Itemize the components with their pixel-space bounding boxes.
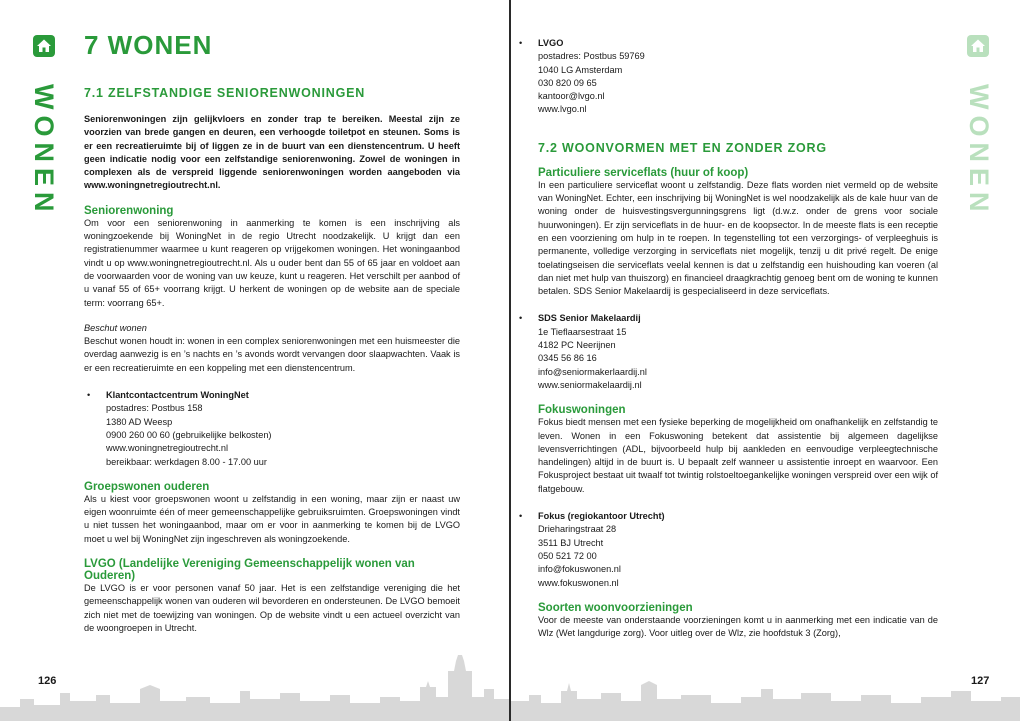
left-content (84, 86, 460, 635)
chapter-title: 7 WONEN (84, 30, 213, 60)
contact-line: 0345 56 86 16 (538, 353, 597, 364)
contact-line: Drieharingstraat 28 (538, 524, 617, 535)
subheading-beschut-wonen: Beschut wonen (84, 322, 147, 333)
right-content (519, 37, 938, 640)
contact-block-lvgo (516, 37, 938, 117)
side-title: WONEN (964, 84, 994, 218)
paragraph-fokus: Fokus biedt mensen met een fysieke beperking de mogelijkheid om onafhankelijk en zelfstandig te leven. Wonen in een Fokuswoning betekent dat assistentie bij algemeen dagelijkse levensverrichtingen (ADL, bijvoorbeeld hulp bij aankleden en eenvoudige verpleegtechnische handelingen) altijd in de buurt is. U bepaalt zelf wanneer u assistentie inroept en waarvoor. Een Fokusproject bestaat uit twaalf tot twintig rolstoeltoegankelijke woningen verspreid over een wijk of flatgebouw. (538, 417, 938, 494)
contact-line: info@seniormakerlaardij.nl (538, 366, 647, 377)
home-icon (33, 35, 55, 57)
contact-line: www.fokuswonen.nl (538, 577, 619, 588)
contact-line: www.lvgo.nl (538, 104, 587, 115)
contact-name: SDS Senior Makelaardij (538, 313, 641, 324)
paragraph-groepswonen: Als u kiest voor groepswonen woont u zelfstandig in een woning, maar zijn er naast uw eigen woonruimte één of meer gemeenschappelijke gebruiksruimten. Groepswoningen vindt u niet tussen het woningaanbod, maar om er voor in aanmerking te komen bij de LVGO moet u wel bij WoningNet zijn ingeschreven als woningzoekende. (84, 493, 460, 544)
heading-seniorenwoning: Seniorenwoning (84, 204, 174, 217)
contact-line: 1380 AD Weesp (106, 416, 173, 427)
contact-line: www.seniormakelaardij.nl (538, 379, 642, 390)
city-skyline-left (0, 641, 510, 721)
contact-block-fokus (516, 510, 938, 590)
home-icon (967, 35, 989, 57)
city-skyline-right (511, 641, 1020, 721)
paragraph-lvgo: De LVGO is er voor personen vanaf 50 jaar. Het is een zelfstandige vereniging die het gemeenschappelijk wonen van ouderen wil bevorderen en ondersteunen. De LVGO bemoeit zich niet met de toewijzing van woningen. Op de website vindt u een actueel overzicht van de woongroepen in Utrecht. (84, 583, 460, 633)
bullet-icon: • (519, 511, 523, 522)
contact-line: kantoor@lvgo.nl (538, 91, 605, 102)
contact-line: postadres: Postbus 59769 (538, 51, 645, 62)
contact-line: bereikbaar: werkdagen 8.00 - 17.00 uur (106, 456, 267, 467)
bullet-icon: • (519, 38, 523, 48)
contact-line: www.woningnetregioutrecht.nl (106, 443, 229, 454)
contact-line: 1e Tieflaarsestraat 15 (538, 326, 627, 337)
paragraph-seniorenwoning: Om voor een seniorenwoning in aanmerking te komen is een inschrijving als woningzoekende bij WoningNet in de regio Utrecht noodzakelijk. U krijgt dan een registratienummer waarmee u kunt reageren op vrijgekomen woningen. Het woningaanbod vindt u op www.woningnetregioutrecht.nl. Als u ouder bent dan 55 of 65 jaar en voldoet aan de voorwaarden voor de woning van uw keuze, kunt u reageren. Het verschilt per aanbod of u vanaf 55 of 65+ voorrang krijgt. U herkent de woningen op de website aan de speciale term: voorrang 65+. (84, 217, 460, 308)
contact-line: 050 521 72 00 (538, 550, 597, 561)
contact-line: 4182 PC Neerijnen (538, 340, 616, 351)
contact-name: Fokus (regiokantoor Utrecht) (538, 511, 665, 522)
paragraph-soorten: Voor de meeste van onderstaande voorzieningen komt u in aanmerking met een indicatie van de Wlz (Wet langdurige zorg). Voor uitleg over de Wlz, zie hoofdstuk 3 (Zorg), (538, 614, 938, 639)
section-title: 7.1 ZELFSTANDIGE SENIORENWONINGEN (84, 86, 366, 100)
contact-block-klantcontact (84, 389, 460, 469)
right-page (511, 0, 1020, 721)
contact-line: 3511 BJ Utrecht (538, 537, 604, 548)
heading-fokus: Fokuswoningen (538, 404, 626, 417)
bullet-icon: • (87, 390, 91, 401)
paragraph-serviceflats: In een particuliere serviceflat woont u zelfstandig. Deze flats worden niet vermeld op de website van WoningNet. Echter, een inschrijving bij WoningNet is wel noodzakelijk als de kale huur van de woning onder de huisvestingsvergunningsgrens ligt (d.w.z. onder de grens voor sociale huurwoningen). Er zijn serviceflats in de huur- en de koopsector. In de meeste flats is een receptie en een voorziening om hulp in te roepen. In tegenstelling tot een verzorgings- of verpleeghuis is permanente, volledige verzorging in serviceflats niet mogelijk, tenzij u dit privé regelt. De enige toelatingseisen die serviceflats veelal kennen is dat u zelfstandig een huishouding kan voeren (al dan niet met hulp van thuiszorg) en financieel draagkrachtig genoeg bent om de woning te kunnen betalen. SDS Senior Makelaardij is gespecialiseerd in deze serviceflats. (538, 179, 938, 297)
contact-name: Klantcontactcentrum WoningNet (106, 390, 249, 401)
heading-soorten: Soorten woonvoorzieningen (538, 601, 693, 614)
contact-name: LVGO (538, 38, 564, 48)
heading-groepswonen: Groepswonen ouderen (84, 480, 210, 493)
section-title: 7.2 WOONVORMEN MET EN ZONDER ZORG (538, 140, 827, 155)
page-number: 126 (38, 675, 57, 687)
paragraph-beschut-wonen: Beschut wonen houdt in: wonen in een complex seniorenwoningen met een huismeester die overdag aanwezig is en ’s nachts en ’s avonds wordt vervangen door slaapwachten. Vaak is er een recreatieruimte en een koppeling met een dienstencentrum. (84, 336, 460, 373)
heading-serviceflats: Particuliere serviceflats (huur of koop) (538, 166, 749, 179)
contact-line: postadres: Postbus 158 (106, 403, 203, 414)
heading-lvgo: LVGO (Landelijke Vereniging Gemeenschappelijk wonen van Ouderen) (84, 558, 415, 583)
page-number: 127 (971, 675, 990, 687)
contact-line: 0900 260 00 60 (gebruikelijke belkosten) (106, 429, 272, 440)
side-title: WONEN (29, 84, 59, 218)
contact-line: info@fokuswonen.nl (538, 564, 621, 575)
contact-line: 030 820 09 65 (538, 77, 597, 88)
bullet-icon: • (519, 313, 523, 324)
contact-block-sds (516, 312, 938, 392)
intro-paragraph: Seniorenwoningen zijn gelijkvloers en zonder trap te bereiken. Meestal zijn ze voorzien van brede gangen en deuren, een verhoogde toiletpot en steunen. Soms is er een recreatieruimte bij of liggen ze in de buurt van een dienstencentrum. U heeft geen indicatie nodig voor een zelfstandige seniorenwoning. Zowel de woningen in complexen als de verspreid liggende seniorenwoningen worden aangeboden via www.woningnetregioutrecht.nl. (84, 114, 460, 191)
contact-line: 1040 LG Amsterdam (538, 64, 623, 75)
